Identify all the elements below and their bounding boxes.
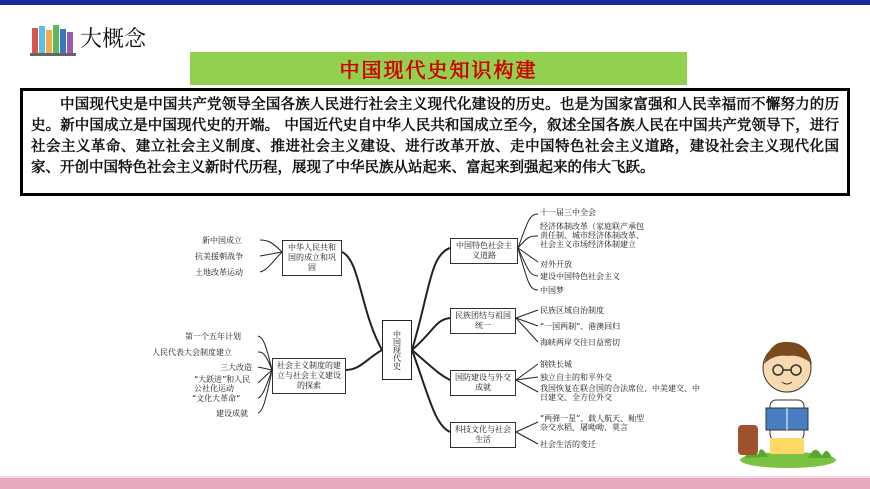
leaf-left-2-3: 三大改造 (220, 363, 252, 372)
leaf-left-2-6: 建设成就 (216, 409, 248, 418)
leaf-right-2-1: 民族区域自治制度 (540, 306, 604, 315)
student-reading-illustration (730, 330, 840, 470)
leaf-right-3-1: 钢铁长城 (540, 360, 572, 369)
leaf-left-1-3: 土地改革运动 (195, 268, 243, 277)
mindmap-center-node: 中国现代史 (382, 320, 412, 380)
mindmap-diagram (150, 200, 710, 460)
branch-left-1: 中华人民共和国的成立和巩固 (282, 240, 342, 276)
page-header-title: 大概念 (80, 27, 147, 52)
summary-text-box: 中国现代史是中国共产党领导全国各族人民进行社会主义现代化建设的历史。也是为国家富强和人民幸福而不懈努力的历史。新中国成立是中国现代史的开端。 中国近代史自中华人民共和国成立至今，叙述全国各族人民在中国共产党领导下，进行社会主义革命、建立社会主义制度、推进社会主义建设、进行改革开放、走中国特色社会主义道路，建设社会主义现代化国家、开创中国特色社会主义新时代历程，展现了中华民族从站起来、富起来到强起来的伟大飞跃。 (20, 88, 850, 196)
top-accent-bar (0, 0, 870, 5)
bottom-accent-bar (0, 478, 870, 489)
section-banner (190, 52, 687, 85)
leaf-right-1-4: 建设中国特色社会主义 (540, 272, 620, 281)
leaf-right-1-1: 十一届三中全会 (540, 208, 596, 217)
leaf-right-4-1: “两弹一星”、载人航天、籼型杂交水稻、屠呦呦、莫言 (540, 414, 645, 432)
leaf-left-2-4: “大跃进”和人民公社化运动 (194, 375, 251, 393)
leaf-left-2-1: 第一个五年计划 (185, 332, 241, 341)
leaf-left-1-2: 抗美援朝战争 (195, 252, 243, 261)
leaf-right-3-2: 独立自主的和平外交 (540, 373, 612, 382)
leaf-right-1-2: 经济体制改革（家庭联产承包责任制、城市经济体制改革、社会主义市场经济体制建立 (540, 222, 644, 249)
leaf-right-1-5: 中国梦 (540, 286, 564, 295)
branch-right-4: 科技文化与社会生活 (450, 422, 516, 448)
leaf-left-2-2: 人民代表大会制度建立 (152, 348, 232, 357)
leaf-right-2-3: 海峡两岸交往日益密切 (540, 338, 620, 347)
branch-right-3: 国防建设与外交成就 (450, 370, 516, 396)
branch-right-1: 中国特色社会主义道路 (450, 238, 518, 264)
leaf-right-4-2: 社会生活的变迁 (540, 440, 596, 449)
banner-title: 中国现代史知识构建 (339, 58, 538, 82)
leaf-right-3-3: 我国恢复在联合国的合法席位、中美建交、中日建交、全方位外交 (540, 384, 700, 402)
leaf-right-2-2: “一国两制”、港澳回归 (540, 322, 621, 331)
leaf-left-2-5: “文化大革命” (192, 394, 241, 403)
books-logo-icon (30, 22, 78, 56)
branch-left-2: 社会主义制度的建立与社会主义建设的探索 (272, 358, 346, 394)
leaf-right-1-3: 对外开放 (540, 260, 572, 269)
branch-right-2: 民族团结与祖国统一 (450, 308, 516, 334)
leaf-left-1-1: 新中国成立 (202, 236, 242, 245)
